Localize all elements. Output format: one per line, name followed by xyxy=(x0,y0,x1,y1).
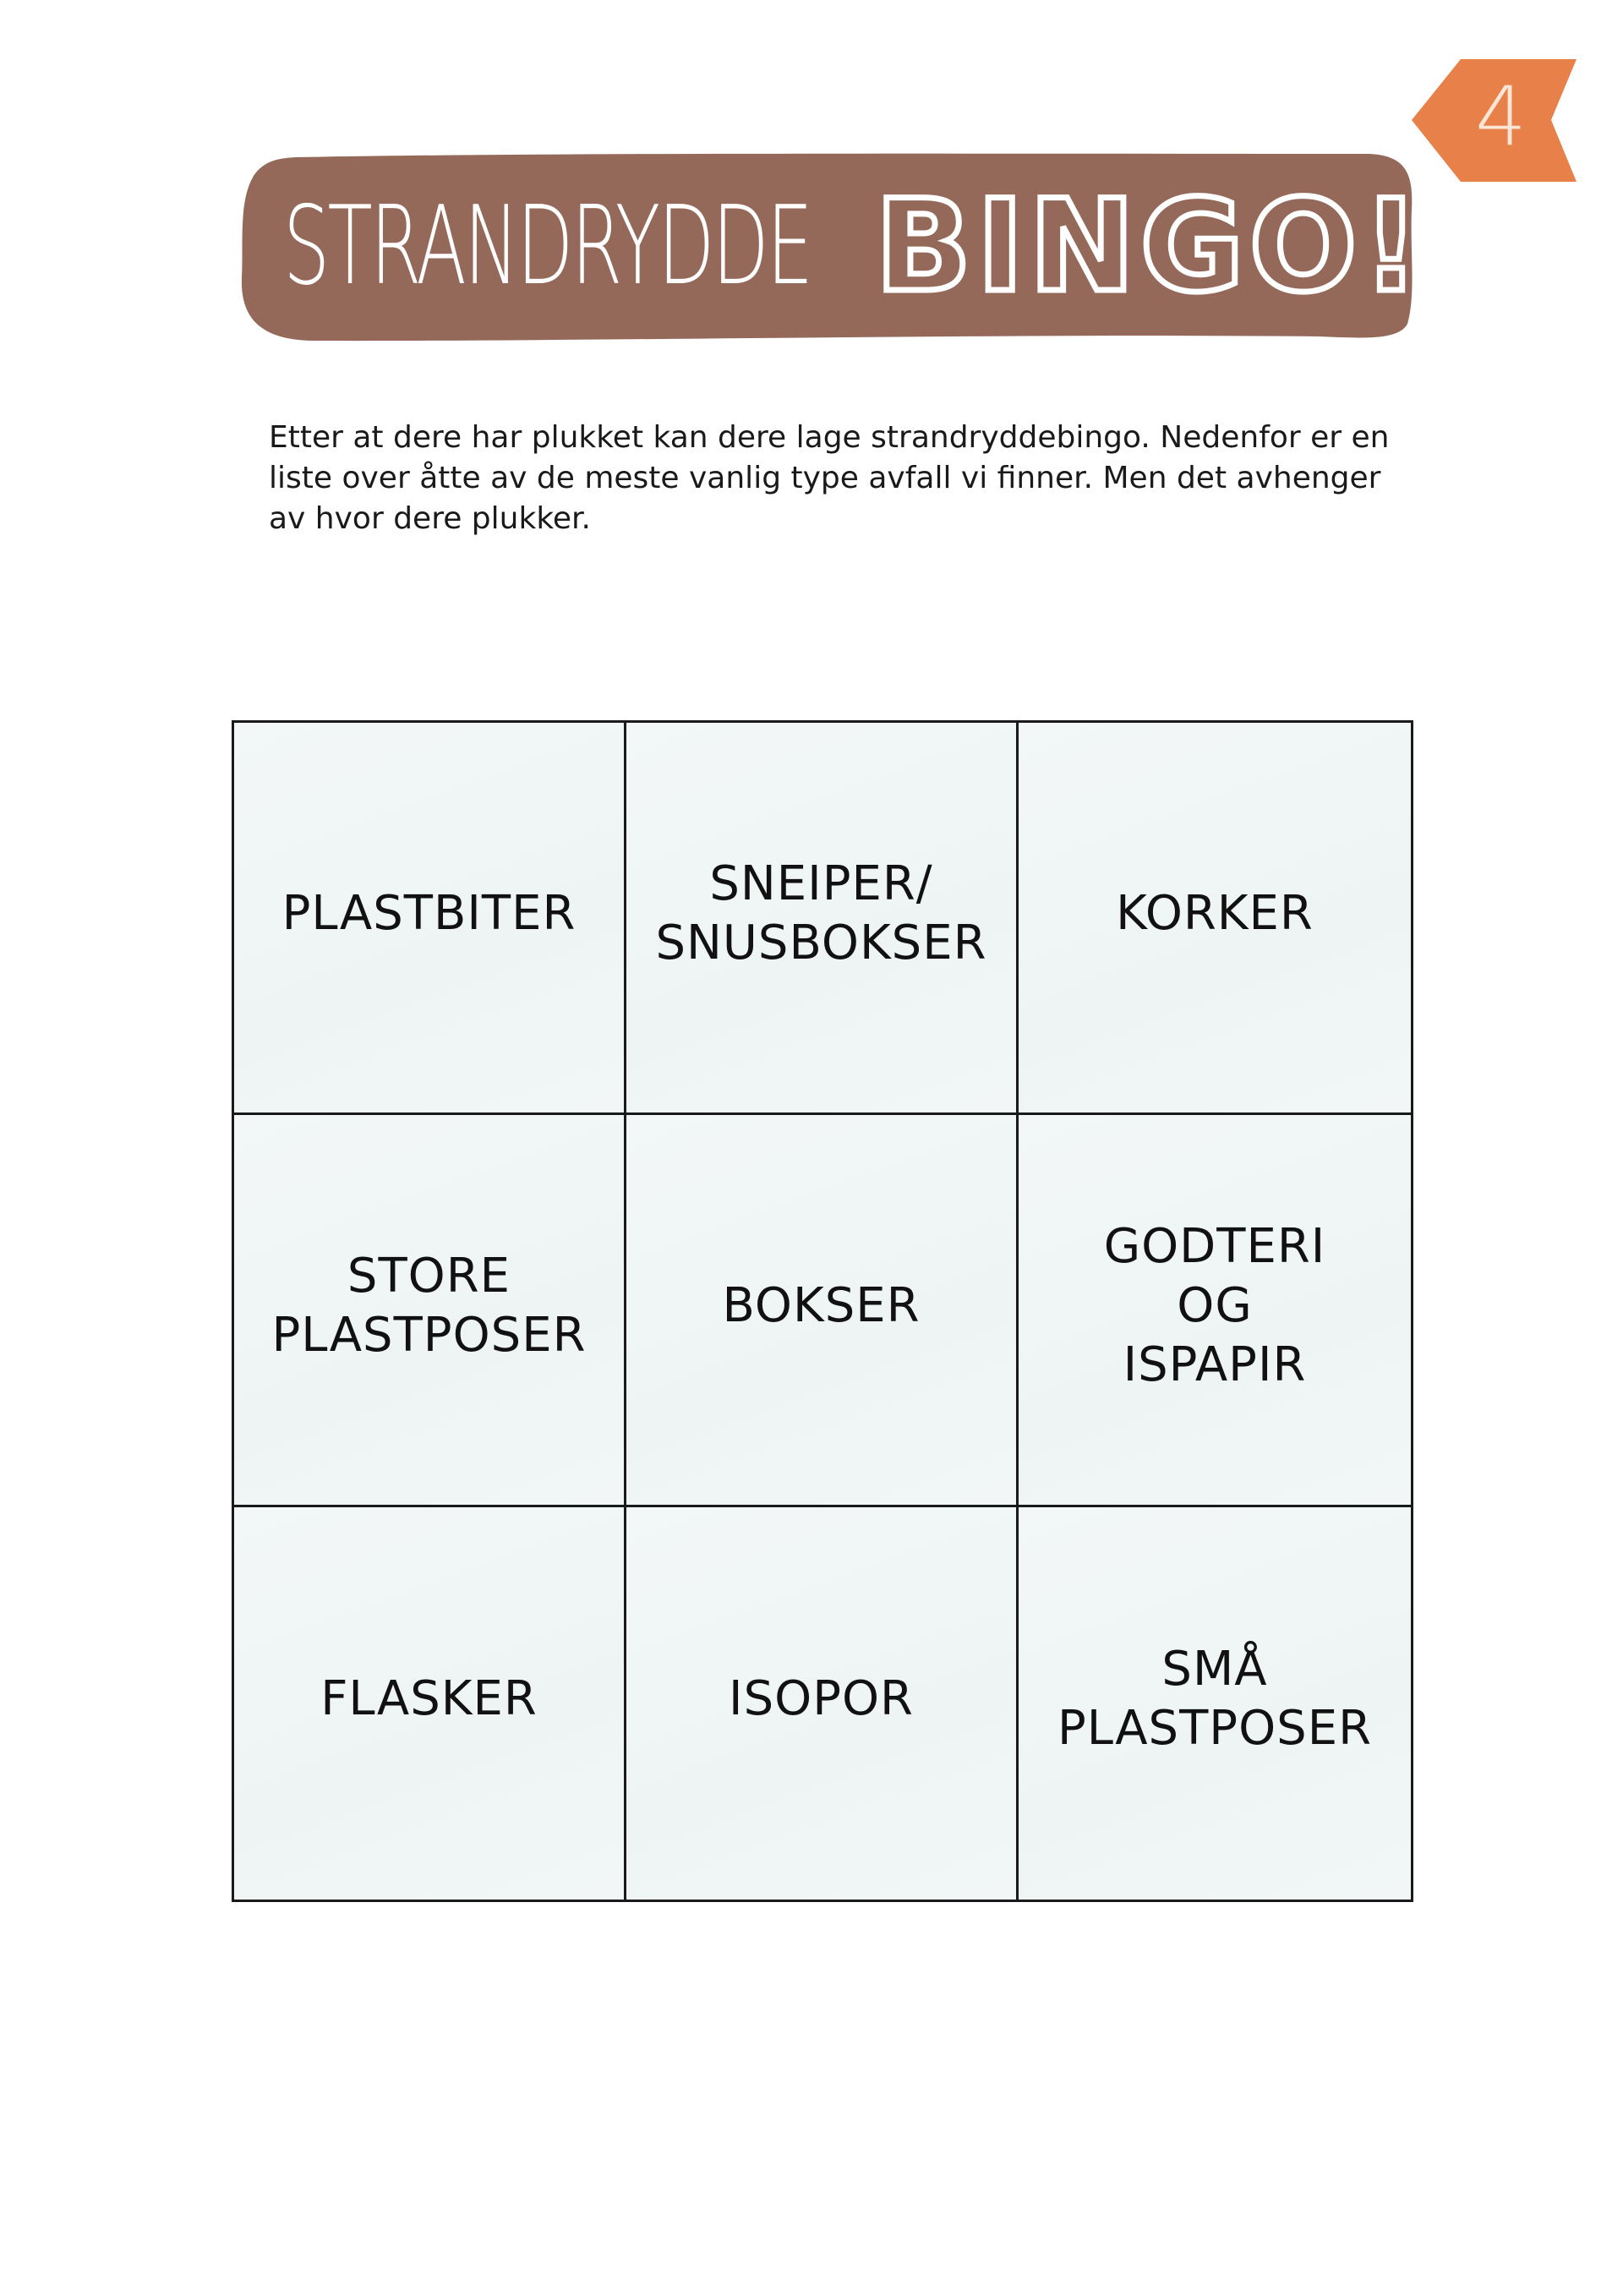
bingo-cell-label: KORKER xyxy=(1116,885,1314,941)
bingo-cell-label: GODTERI OG ISPAPIR xyxy=(1103,1218,1326,1392)
bingo-cell[interactable] xyxy=(1019,1115,1411,1507)
bingo-cell[interactable] xyxy=(234,1115,626,1507)
bingo-cell-label: PLASTBITER xyxy=(281,885,577,941)
bingo-cell[interactable] xyxy=(626,723,1019,1115)
bingo-cell-label: FLASKER xyxy=(320,1671,538,1726)
intro-paragraph: Etter at dere har plukket kan dere lage strandryddebingo. Nedenfor er en liste over åtte av de meste vanlig type avfall vi finner. Men det avhenger av hvor dere plukker. xyxy=(269,420,1390,536)
page-title xyxy=(283,150,1425,343)
bingo-grid xyxy=(232,720,1413,1902)
bingo-cell[interactable] xyxy=(1019,1507,1411,1900)
bingo-cell-label: SNEIPER/ SNUSBOKSER xyxy=(655,856,987,970)
bingo-cell[interactable] xyxy=(234,1507,626,1900)
bingo-cell[interactable] xyxy=(234,723,626,1115)
title-strandrydde: STRANDRYDDE xyxy=(283,183,812,309)
bingo-cell-label: BOKSER xyxy=(722,1277,921,1333)
page-number: 4 xyxy=(1475,69,1527,164)
bingo-cell[interactable] xyxy=(626,1507,1019,1900)
bingo-cell[interactable] xyxy=(626,1115,1019,1507)
bingo-cell[interactable] xyxy=(1019,723,1411,1115)
bingo-cell-label: SMÅ PLASTPOSER xyxy=(1057,1642,1372,1756)
title-bingo: BINGO! xyxy=(875,173,1425,320)
bingo-cell-label: ISOPOR xyxy=(729,1671,914,1726)
bingo-cell-label: STORE PLASTPOSER xyxy=(271,1248,587,1363)
